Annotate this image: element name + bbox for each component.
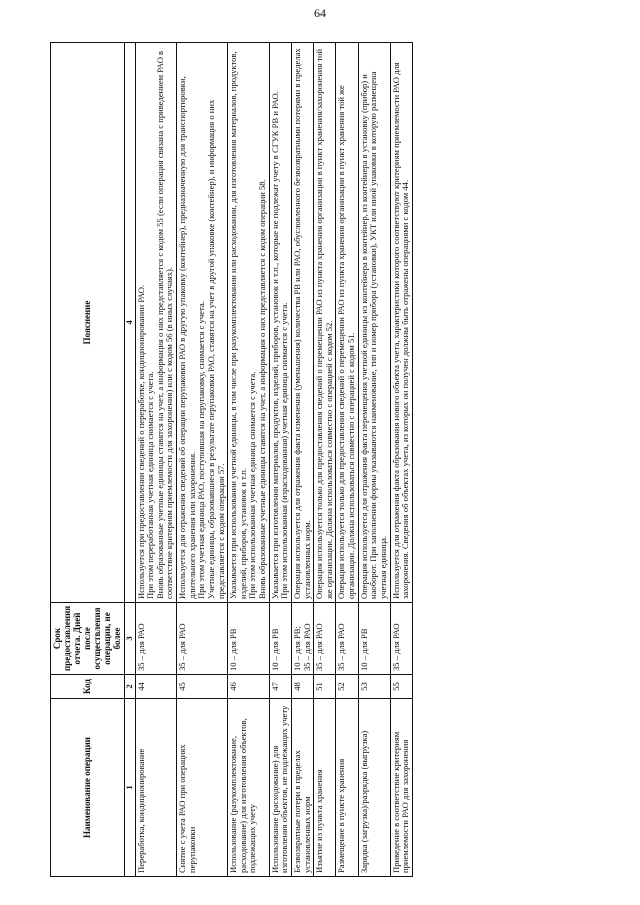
report-term-cell xyxy=(177,603,228,675)
report-term-cell xyxy=(336,603,358,675)
table-row xyxy=(228,43,270,877)
explanation-cell xyxy=(228,43,270,603)
explanation-cell xyxy=(390,43,412,603)
operation-code-cell: 48 xyxy=(291,675,313,699)
header-report-term: Срок предоставления отчета. Дней после осуществления операции, не более xyxy=(51,603,125,675)
explanation-cell xyxy=(135,43,177,603)
explanation-paragraph: Операция используется для отражения факта изменения (уменьшения) количества РВ или РАО, обусловленного безвозвратными потерями в пределах установленных норм. xyxy=(291,48,312,599)
rotated-table-area xyxy=(50,42,608,877)
explanation-paragraph: Операция используется только для предоставления сведений о перемещении РАО из пункта хранения организации в пункт хранения той же организации. Должна использоваться совместно с операцией с кодом 51. xyxy=(336,85,357,599)
explanation-paragraph: Вновь образованные учетные единицы ставятся на учет, а информация о них представляется с кодом 55 (если операция связана с приведением РАО в соответствие критериям приемлемости для захоронения) или с кодом 56 (в иных случаях). xyxy=(154,50,175,599)
explanation-cell xyxy=(358,43,390,603)
report-term-cell xyxy=(390,603,412,675)
report-term-cell xyxy=(358,603,390,675)
report-term-line: 35 – для РАО xyxy=(177,623,188,671)
column-number: 4 xyxy=(124,43,135,603)
explanation-cell xyxy=(314,43,336,603)
operation-code-cell: 47 xyxy=(269,675,291,699)
report-term-cell xyxy=(135,603,177,675)
operation-name-cell: Размещение в пункте хранения xyxy=(336,699,358,877)
explanation-paragraph: Используется для отражения сведений об операции перупаковки РАО в другую упаковку (контейнер), предназначенную для транспортировки, длительного хранения или захоронения. xyxy=(177,76,197,599)
report-term-line: 35 – для РАО xyxy=(135,623,146,671)
rotated-table-container xyxy=(50,42,608,877)
table-row xyxy=(390,43,412,877)
explanation-paragraph: Используется для отражения факта образования нового объекта учета, характеристики которого соответствуют критериям приемлемости РАО для захоронения. Сведения об объектах учета, из которых он получен должны быть отражены операциями с кодом 44. xyxy=(390,62,411,599)
table-row xyxy=(336,43,358,877)
operation-code-cell: 51 xyxy=(314,675,336,699)
table-row xyxy=(291,43,313,877)
column-number: 1 xyxy=(124,699,135,877)
report-term-line: 35 – для РАО xyxy=(336,623,347,671)
report-term-line: 35 – для РАО xyxy=(390,623,401,671)
operation-code-cell: 45 xyxy=(177,675,228,699)
report-term-cell xyxy=(269,603,291,675)
explanation-paragraph: При этом переработанная учетная единица снимается с учета. xyxy=(145,371,156,599)
explanation-paragraph: Вновь образованные учетные единицы ставятся на учет, а информация о них представляется с кодом операции 58. xyxy=(257,179,268,599)
table-row xyxy=(314,43,336,877)
explanation-cell xyxy=(336,43,358,603)
column-number: 2 xyxy=(124,675,135,699)
operation-name-cell: Безвозвратные потери в пределах установленных норм xyxy=(291,699,313,877)
operation-code-cell: 52 xyxy=(336,675,358,699)
operation-code-cell: 46 xyxy=(228,675,270,699)
operation-name-cell: Использование (расходование) для изготовления объектов, не подлежащих учету xyxy=(269,699,291,877)
report-term-line: 10 – для РВ xyxy=(358,628,369,671)
table-body xyxy=(135,43,412,877)
operation-name-cell: Приведение в соответствие критериям приемлемости РАО для захоронения xyxy=(390,699,412,877)
report-term-line: 35 – для РАО xyxy=(314,623,325,671)
explanation-paragraph: Указывается при использовании учетной единицы, в том числе при разукомплектовании или расходовании, для изготовления материалов, продуктов, изделий, приборов, установок и т.п. xyxy=(228,51,248,599)
explanation-paragraph: Указывается при изготовлении материалов, продуктов, изделий, приборов, установок и т.п., которые не подлежат учету в СГУК РВ и РАО. xyxy=(269,91,280,599)
operation-name-cell: Переработка, кондиционирование xyxy=(135,699,177,877)
explanation-paragraph: При этом учетная единица РАО, поступившая на перупаковку, снимается с учета. xyxy=(196,301,207,599)
explanation-paragraph: При этом использованная (израсходованная) учетная единица снимается с учета. xyxy=(279,302,290,599)
table-row xyxy=(269,43,291,877)
report-term-cell xyxy=(228,603,270,675)
table-row xyxy=(177,43,228,877)
explanation-paragraph: Операция используется только для предоставления сведений о перемещении РАО из пункта хранения организации в пункт хранения/захоронения той же организации. Должна использоваться совместно с операцией с кодом 52. xyxy=(314,48,334,599)
header-code: Код xyxy=(51,675,125,699)
explanation-paragraph: Используется при предоставлении сведений о переработке, кондиционировании РАО. xyxy=(135,284,146,599)
report-term-line: 10 – для РВ xyxy=(269,628,280,671)
table-row xyxy=(135,43,177,877)
operation-name-cell: Зарядка (загрузка)/разрядка (выгрузка) xyxy=(358,699,390,877)
report-term-cell xyxy=(314,603,336,675)
header-operation-name: Наименование операции xyxy=(51,699,125,877)
explanation-cell xyxy=(269,43,291,603)
explanation-cell xyxy=(291,43,313,603)
operation-name-cell: Снятие с учета РАО при операциях перупаковки xyxy=(177,699,228,877)
explanation-paragraph: Операция используется для отражения факта перемещения учетной единицы из контейнера в контейнер, из контейнера в установку (прибор) и наоборот. При заполнении формы указываются наименование, тип и номер прибора (установки), УКТ или иной упаковки в которую размещена учетная единица. xyxy=(358,71,388,599)
operations-table xyxy=(50,42,413,877)
operation-name-cell: Использование (разукомплектование, расходование) для изготовления объектов, подлежащих учету xyxy=(228,699,270,877)
table-row xyxy=(358,43,390,877)
report-term-line: 10 – для РВ; xyxy=(291,626,302,671)
header-explanation: Пояснение xyxy=(51,43,125,603)
operation-code-cell: 44 xyxy=(135,675,177,699)
explanation-cell xyxy=(177,43,228,603)
column-number-row xyxy=(124,43,135,877)
column-number: 3 xyxy=(124,603,135,675)
operation-code-cell: 53 xyxy=(358,675,390,699)
operation-name-cell: Изъятие из пункта хранения xyxy=(314,699,336,877)
report-term-line: 10 – для РВ xyxy=(228,628,239,671)
report-term-cell xyxy=(291,603,313,675)
table-header-row xyxy=(51,43,125,877)
explanation-paragraph: При этом использованная учетная единица снимается с учета. xyxy=(247,371,258,599)
report-term-line: 35 – для РАО xyxy=(301,623,312,671)
explanation-paragraph: Учетные единицы, образовавшиеся в результате перупаковки РАО, ставятся на учет в другой упаковке (контейнер), и информация о них представляется с кодом операции 57. xyxy=(205,99,226,599)
page-number: 64 xyxy=(314,6,326,20)
operation-code-cell: 55 xyxy=(390,675,412,699)
